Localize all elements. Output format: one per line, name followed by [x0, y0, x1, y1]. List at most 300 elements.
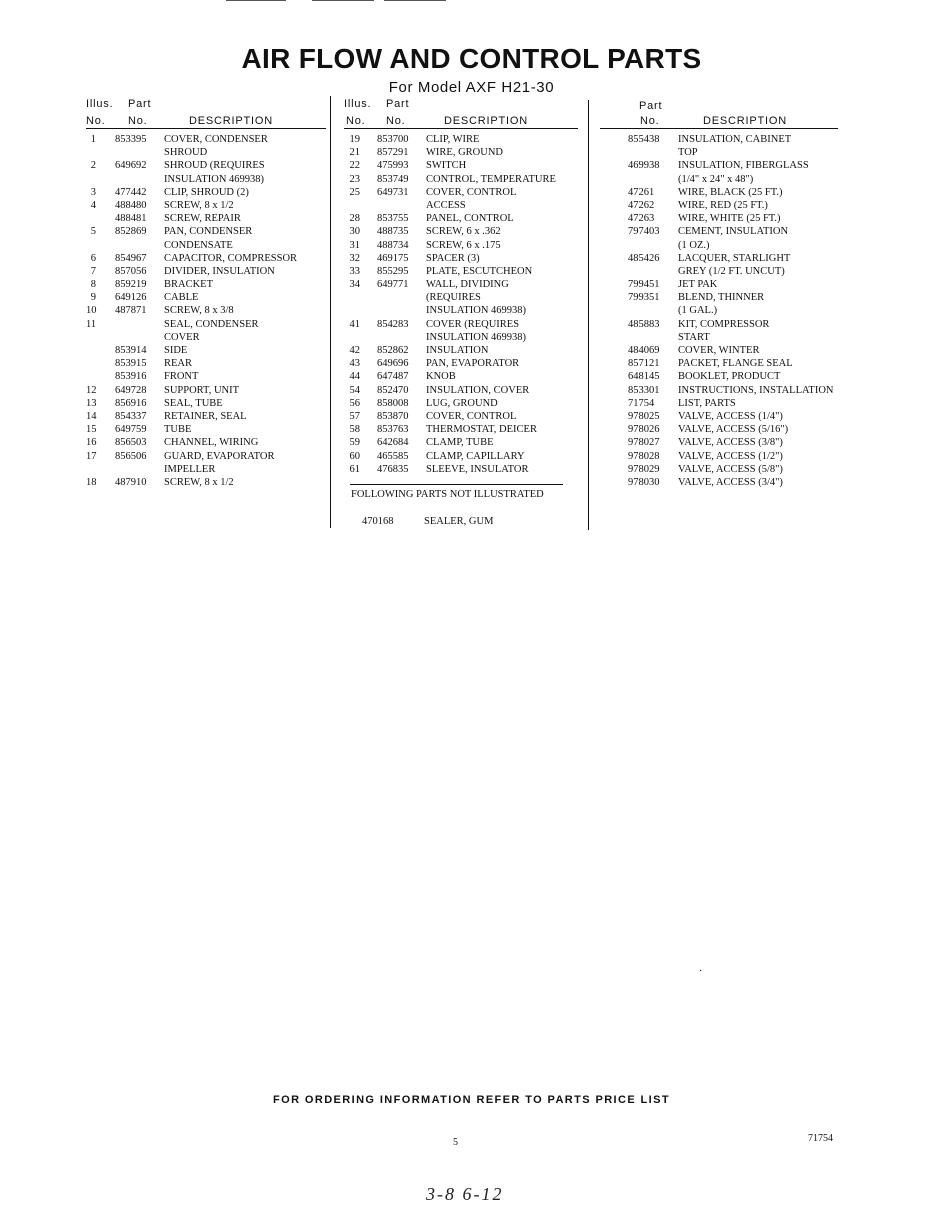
handwritten-note: 3-8 6-12 [426, 1184, 504, 1204]
part-number: 854283 [377, 318, 409, 330]
table-row [86, 265, 330, 278]
part-number: 799451 [628, 279, 660, 291]
part-description: TUBE [164, 424, 192, 436]
table-row [344, 291, 584, 304]
header-part: Part [639, 100, 663, 112]
part-description: LUG, GROUND [426, 397, 498, 409]
illus-number: 6 [90, 252, 96, 264]
part-description: TOP [678, 147, 698, 159]
part-number: 484069 [628, 345, 660, 356]
part-description: INSULATION, CABINET [678, 134, 792, 145]
part-description: COVER [164, 331, 200, 343]
table-row [344, 384, 584, 397]
header-no-illus: No. [86, 115, 106, 127]
part-description: PAN, EVAPORATOR [426, 358, 520, 370]
parts-list [344, 133, 584, 476]
part-description: (REQUIRES [426, 292, 481, 304]
table-row [598, 450, 938, 463]
part-number: 858008 [377, 397, 409, 409]
part-number: 649692 [115, 160, 147, 172]
part-number: 488734 [377, 239, 409, 251]
table-row [598, 146, 938, 159]
table-row [344, 331, 584, 344]
part-number: 47261 [628, 186, 655, 198]
part-description: CABLE [164, 292, 199, 304]
header-no-part: No. [128, 115, 148, 127]
table-row [344, 159, 584, 172]
part-description: PACKET, FLANGE SEAL [678, 358, 793, 370]
part-description: CONDENSATE [164, 239, 233, 251]
header-description: DESCRIPTION [444, 115, 528, 127]
illus-number: 44 [349, 371, 360, 383]
table-row [344, 186, 584, 199]
part-description: WIRE, BLACK (25 FT.) [678, 186, 783, 198]
illus-number: 8 [90, 279, 96, 291]
part-number: 852470 [377, 384, 409, 396]
part-description: COVER, CONTROL [426, 186, 517, 198]
illus-number: 25 [349, 186, 360, 198]
table-row [598, 199, 938, 212]
part-number: 649728 [115, 384, 147, 396]
illus-number: 60 [349, 450, 360, 462]
part-description: CEMENT, INSULATION [678, 226, 789, 238]
part-number: 853700 [377, 134, 409, 145]
part-number: 855295 [377, 265, 409, 277]
part-description: SCREW, 8 x 3/8 [164, 305, 234, 317]
part-number: 487871 [115, 305, 147, 317]
part-description: GUARD, EVAPORATOR [164, 450, 275, 462]
illus-number: 31 [349, 239, 360, 251]
table-row [598, 318, 938, 331]
part-number: 853870 [377, 410, 409, 422]
illus-number: 12 [86, 384, 97, 396]
part-description: IMPELLER [164, 463, 216, 475]
part-description: ACCESS [426, 199, 466, 211]
part-description: INSULATION 469938) [426, 305, 527, 317]
not-illustrated-part-number: 470168 [362, 516, 394, 527]
column-divider [588, 100, 589, 530]
column-divider [330, 96, 331, 528]
part-description: SCREW, 6 x .175 [426, 239, 501, 251]
part-description: SEAL, TUBE [164, 397, 223, 409]
illus-number: 23 [349, 173, 360, 185]
part-number: 853916 [115, 371, 147, 383]
part-description: WIRE, WHITE (25 FT.) [678, 213, 781, 225]
header-part: Part [386, 98, 410, 110]
header-part: Part [128, 98, 152, 110]
illus-number: 2 [90, 160, 96, 172]
stray-mark: · [699, 966, 703, 977]
table-row [86, 318, 330, 331]
part-number: 649731 [377, 186, 409, 198]
part-description: BRACKET [164, 279, 214, 291]
table-row [86, 476, 330, 489]
illus-number: 18 [86, 476, 97, 488]
header-no-part: No. [386, 115, 406, 127]
part-description: SIDE [164, 345, 188, 356]
part-description: FRONT [164, 371, 199, 383]
header-illus: Illus. [86, 98, 114, 110]
part-description: BOOKLET, PRODUCT [678, 371, 781, 383]
illus-number: 14 [86, 410, 97, 422]
part-description: INSULATION, COVER [426, 384, 530, 396]
part-description: CHANNEL, WIRING [164, 437, 259, 449]
part-description: DIVIDER, INSULATION [164, 265, 275, 277]
parts-list [86, 133, 330, 489]
part-description: VALVE, ACCESS (3/8") [678, 437, 783, 449]
part-number: 853914 [115, 345, 147, 356]
table-row [598, 212, 938, 225]
part-description: (1 OZ.) [678, 239, 710, 251]
table-row [86, 225, 330, 238]
part-number: 854967 [115, 252, 147, 264]
table-row [344, 304, 584, 317]
part-description: COVER (REQUIRES [426, 318, 520, 330]
part-description: CLAMP, TUBE [426, 437, 494, 449]
illus-number: 21 [349, 147, 360, 159]
part-description: KNOB [426, 371, 456, 383]
part-number: 648145 [628, 371, 660, 383]
table-row [598, 357, 938, 370]
illus-number: 5 [90, 226, 96, 238]
part-number: 857056 [115, 265, 147, 277]
header-no-illus: No. [346, 115, 366, 127]
table-row [598, 384, 938, 397]
part-number: 47263 [628, 213, 655, 225]
illus-number: 11 [86, 318, 97, 330]
table-row [86, 370, 330, 383]
table-row [86, 397, 330, 410]
part-number: 978025 [628, 410, 660, 422]
part-number: 485883 [628, 318, 660, 330]
illus-number: 58 [349, 424, 360, 436]
table-row [598, 331, 938, 344]
part-number: 853395 [115, 134, 147, 145]
part-description: INSULATION, FIBERGLASS [678, 160, 809, 172]
header-description: DESCRIPTION [703, 115, 787, 127]
illus-number: 22 [349, 160, 360, 172]
illus-number: 43 [349, 358, 360, 370]
illus-number: 32 [349, 252, 360, 264]
part-description: LACQUER, STARLIGHT [678, 252, 791, 264]
part-description: VALVE, ACCESS (5/8") [678, 463, 783, 475]
part-description: REAR [164, 358, 193, 370]
part-description: INSULATION [426, 345, 489, 356]
part-description: VALVE, ACCESS (1/2") [678, 450, 783, 462]
part-number: 978028 [628, 450, 660, 462]
illus-number: 16 [86, 437, 97, 449]
table-row [86, 252, 330, 265]
table-row [598, 370, 938, 383]
table-row [598, 397, 938, 410]
table-row [344, 436, 584, 449]
table-row [344, 344, 584, 357]
table-row [344, 265, 584, 278]
table-row [598, 304, 938, 317]
part-number: 857121 [628, 358, 660, 370]
table-row [86, 436, 330, 449]
table-row [344, 397, 584, 410]
part-number: 649126 [115, 292, 147, 304]
table-row [344, 423, 584, 436]
ordering-note: FOR ORDERING INFORMATION REFER TO PARTS PRICE LIST [273, 1094, 670, 1106]
part-number: 71754 [628, 397, 655, 409]
table-row [344, 239, 584, 252]
part-description: SUPPORT, UNIT [164, 384, 240, 396]
top-edge-marks [0, 0, 943, 4]
table-row [86, 159, 330, 172]
part-number: 469175 [377, 252, 409, 264]
part-number: 978026 [628, 424, 660, 436]
part-number: 855438 [628, 134, 660, 145]
table-row [344, 410, 584, 423]
table-row [344, 212, 584, 225]
table-row [598, 225, 938, 238]
table-row [344, 318, 584, 331]
part-description: SHROUD [164, 147, 208, 159]
part-description: LIST, PARTS [678, 397, 736, 409]
table-row [86, 344, 330, 357]
illus-number: 17 [86, 450, 97, 462]
part-number: 477442 [115, 186, 147, 198]
illus-number: 30 [349, 226, 360, 238]
part-description: INSULATION 469938) [164, 173, 265, 185]
part-number: 852869 [115, 226, 147, 238]
illus-number: 28 [349, 213, 360, 225]
part-number: 487910 [115, 476, 147, 488]
table-row [344, 225, 584, 238]
part-number: 853749 [377, 173, 409, 185]
part-number: 475993 [377, 160, 409, 172]
part-description: SWITCH [426, 160, 467, 172]
part-description: SPACER (3) [426, 252, 480, 264]
illus-number: 13 [86, 397, 97, 409]
table-row [86, 146, 330, 159]
parts-column-1 [86, 96, 330, 489]
illus-number: 41 [349, 318, 360, 330]
table-row [344, 463, 584, 476]
part-number: 859219 [115, 279, 147, 291]
part-number: 47262 [628, 199, 655, 211]
illus-number: 34 [349, 279, 360, 291]
part-description: (1 GAL.) [678, 305, 718, 317]
part-number: 649696 [377, 358, 409, 370]
table-row [86, 133, 330, 146]
illus-number: 59 [349, 437, 360, 449]
illus-number: 7 [90, 265, 96, 277]
illus-number: 42 [349, 345, 360, 356]
column-header [86, 96, 330, 128]
part-number: 978029 [628, 463, 660, 475]
part-description: COVER, WINTER [678, 345, 760, 356]
header-rule [86, 128, 326, 129]
table-row [86, 357, 330, 370]
page-number: 5 [453, 1137, 458, 1148]
parts-column-3 [598, 96, 938, 489]
part-description: COVER, CONDENSER [164, 134, 268, 145]
part-number: 853301 [628, 384, 660, 396]
part-number: 857291 [377, 147, 409, 159]
part-description: START [678, 331, 710, 343]
table-row [86, 212, 330, 225]
table-row [86, 331, 330, 344]
table-row [598, 133, 938, 146]
part-number: 488735 [377, 226, 409, 238]
illus-number: 9 [90, 292, 96, 304]
table-row [344, 133, 584, 146]
table-row [598, 423, 938, 436]
header-illus: Illus. [344, 98, 372, 110]
part-description: VALVE, ACCESS (1/4") [678, 410, 783, 422]
illus-number: 15 [86, 424, 97, 436]
part-description: VALVE, ACCESS (3/4") [678, 476, 783, 488]
not-illustrated-description: SEALER, GUM [424, 516, 494, 527]
part-number: 856916 [115, 397, 147, 409]
table-row [86, 304, 330, 317]
table-row [598, 463, 938, 476]
part-description: SCREW, 8 x 1/2 [164, 199, 234, 211]
not-illustrated-label: FOLLOWING PARTS NOT ILLUSTRATED [351, 489, 544, 500]
part-number: 853915 [115, 358, 147, 370]
table-row [598, 476, 938, 489]
table-row [344, 357, 584, 370]
part-description: INSULATION 469938) [426, 331, 527, 343]
part-number: 978027 [628, 437, 660, 449]
part-number: 852862 [377, 345, 409, 356]
part-description: PLATE, ESCUTCHEON [426, 265, 533, 277]
table-row [86, 291, 330, 304]
part-number: 465585 [377, 450, 409, 462]
table-row [344, 173, 584, 186]
part-description: (1/4" x 24" x 48") [678, 173, 754, 185]
table-row [86, 199, 330, 212]
page-title: AIR FLOW AND CONTROL PARTS [241, 43, 702, 74]
part-description: PANEL, CONTROL [426, 213, 514, 225]
part-description: BLEND, THINNER [678, 292, 765, 304]
part-number: 853755 [377, 213, 409, 225]
part-number: 978030 [628, 476, 660, 488]
document-number: 71754 [808, 1133, 833, 1144]
part-description: WALL, DIVIDING [426, 279, 509, 291]
table-row [598, 278, 938, 291]
table-row [344, 450, 584, 463]
part-description: SHROUD (REQUIRES [164, 160, 265, 172]
table-row [598, 186, 938, 199]
part-number: 797403 [628, 226, 660, 238]
header-rule [600, 128, 838, 129]
illus-number: 33 [349, 265, 360, 277]
illus-number: 54 [349, 384, 360, 396]
illus-number: 61 [349, 463, 360, 475]
table-row [344, 370, 584, 383]
part-description: COVER, CONTROL [426, 410, 517, 422]
table-row [86, 423, 330, 436]
part-number: 649771 [377, 279, 409, 291]
part-number: 485426 [628, 252, 660, 264]
parts-list [598, 133, 938, 489]
part-description: VALVE, ACCESS (5/16") [678, 424, 789, 436]
part-number: 476835 [377, 463, 409, 475]
table-row [344, 252, 584, 265]
part-number: 854337 [115, 410, 147, 422]
column-header [344, 96, 584, 128]
table-row [86, 463, 330, 476]
part-number: 856503 [115, 437, 147, 449]
illus-number: 1 [90, 134, 96, 145]
part-number: 642684 [377, 437, 409, 449]
part-description: CONTROL, TEMPERATURE [426, 173, 556, 185]
header-description: DESCRIPTION [189, 115, 273, 127]
table-row [86, 239, 330, 252]
table-row [598, 173, 938, 186]
part-description: SCREW, 6 x .362 [426, 226, 501, 238]
table-row [344, 146, 584, 159]
illus-number: 56 [349, 397, 360, 409]
table-row [598, 239, 938, 252]
table-row [86, 450, 330, 463]
table-row [598, 410, 938, 423]
column-header [598, 96, 938, 128]
part-description: GREY (1/2 FT. UNCUT) [678, 265, 785, 277]
header-no-part: No. [640, 115, 660, 127]
model-subtitle: For Model AXF H21-30 [388, 79, 555, 96]
table-row [86, 186, 330, 199]
illus-number: 10 [86, 305, 97, 317]
part-description: CLAMP, CAPILLARY [426, 450, 525, 462]
illus-number: 19 [349, 134, 360, 145]
part-number: 799351 [628, 292, 660, 304]
table-row [86, 410, 330, 423]
table-row [598, 344, 938, 357]
part-description: WIRE, RED (25 FT.) [678, 199, 768, 211]
table-row [86, 173, 330, 186]
table-row [598, 265, 938, 278]
part-number: 649759 [115, 424, 147, 436]
table-row [598, 291, 938, 304]
part-description: RETAINER, SEAL [164, 410, 247, 422]
illus-number: 3 [90, 186, 96, 198]
part-description: SEAL, CONDENSER [164, 318, 259, 330]
part-number: 647487 [377, 371, 409, 383]
part-description: INSTRUCTIONS, INSTALLATION [678, 384, 834, 396]
header-rule [344, 128, 578, 129]
part-number: 469938 [628, 160, 660, 172]
part-description: SCREW, REPAIR [164, 213, 241, 225]
part-number: 853763 [377, 424, 409, 436]
table-row [86, 278, 330, 291]
part-number: 488481 [115, 213, 147, 225]
table-row [86, 384, 330, 397]
part-description: WIRE, GROUND [426, 147, 503, 159]
part-description: CLIP, WIRE [426, 134, 480, 145]
part-description: SCREW, 8 x 1/2 [164, 476, 234, 488]
table-row [344, 199, 584, 212]
part-description: KIT, COMPRESSOR [678, 318, 770, 330]
part-description: PAN, CONDENSER [164, 226, 253, 238]
table-row [598, 252, 938, 265]
part-description: JET PAK [678, 279, 718, 291]
not-illustrated-rule [350, 484, 563, 485]
part-number: 488480 [115, 199, 147, 211]
table-row [598, 436, 938, 449]
part-number: 856506 [115, 450, 147, 462]
part-description: SLEEVE, INSULATOR [426, 463, 529, 475]
parts-column-2 [344, 96, 584, 476]
table-row [598, 159, 938, 172]
illus-number: 4 [90, 199, 96, 211]
part-description: CAPACITOR, COMPRESSOR [164, 252, 298, 264]
illus-number: 57 [349, 410, 360, 422]
